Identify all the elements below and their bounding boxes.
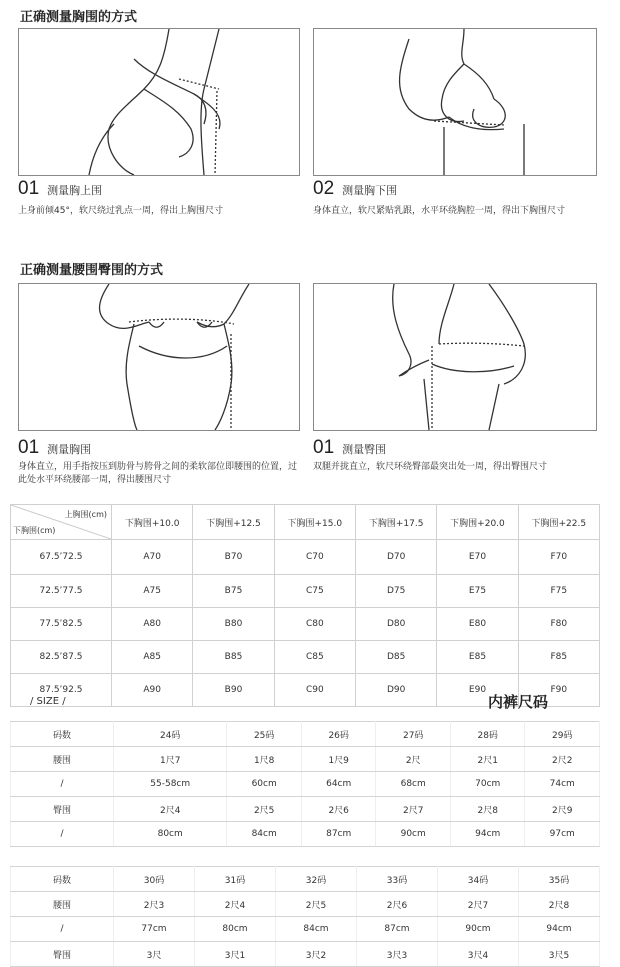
row-header-cell: 码数	[11, 867, 114, 892]
table-cell: 2尺8	[519, 892, 600, 917]
table-cell: E90	[437, 674, 518, 707]
step-number: 01	[18, 178, 40, 199]
table-cell: D70	[355, 540, 436, 575]
table-cell: E70	[437, 540, 518, 575]
table-cell: 55-58cm	[114, 772, 227, 797]
table-cell: 80cm	[195, 917, 276, 942]
row-header-cell: 臀围	[11, 942, 114, 967]
column-header: 下胸围+12.5	[193, 505, 274, 540]
table-cell: 84cm	[227, 822, 302, 847]
step-label: 测量胸下围	[342, 184, 398, 197]
table-cell: D90	[355, 674, 436, 707]
table-cell: 70cm	[450, 772, 525, 797]
row-header-cell: 码数	[11, 722, 114, 747]
table-cell: 2尺6	[301, 797, 376, 822]
bust-section-title: 正确测量胸围的方式	[20, 10, 138, 25]
table-cell: C70	[274, 540, 355, 575]
step-description: 上身前倾45°，软尺绕过乳点一周，得出上胸围尺寸	[18, 206, 223, 216]
step-label: 测量臀围	[342, 443, 387, 456]
table-cell: 3尺1	[195, 942, 276, 967]
table-cell: 1尺7	[114, 747, 227, 772]
hip-illustration	[313, 283, 597, 431]
underwear-size-table-1	[10, 721, 600, 847]
table-cell: 3尺4	[438, 942, 519, 967]
table-cell: 2尺3	[114, 892, 195, 917]
table-cell: C80	[274, 608, 355, 641]
table-row	[11, 722, 600, 747]
table-cell: 2尺8	[450, 797, 525, 822]
corner-top-label: 上胸围(cm)	[64, 510, 107, 519]
size-label: / SIZE /	[30, 696, 66, 707]
waist-section-title: 正确测量腰围臀围的方式	[20, 263, 164, 278]
table-cell: 34码	[438, 867, 519, 892]
table-cell: 3尺2	[276, 942, 357, 967]
table-cell: 2尺	[376, 747, 451, 772]
step-label: 测量胸上围	[47, 184, 103, 197]
column-header: 下胸围+15.0	[274, 505, 355, 540]
step-waist	[18, 437, 91, 459]
step-number: 02	[313, 178, 335, 199]
table-row	[11, 942, 600, 967]
underwear-size-title: 内裤尺码	[488, 693, 549, 711]
table-cell: A75	[112, 575, 193, 608]
underwear-size-table-2	[10, 866, 600, 967]
step-under-bust	[313, 178, 397, 200]
row-header-cell: 腰围	[11, 892, 114, 917]
table-row	[11, 608, 600, 641]
table-row	[11, 867, 600, 892]
step-description: 双腿并拢直立，软尺环绕臀部最突出处一周，得出臀围尺寸	[313, 462, 548, 472]
table-cell: 90cm	[376, 822, 451, 847]
row-header-cell: 腰围	[11, 747, 114, 772]
table-cell: 29码	[525, 722, 600, 747]
table-cell: 31码	[195, 867, 276, 892]
table-cell: 84cm	[276, 917, 357, 942]
row-header-cell: /	[11, 772, 114, 797]
table-cell: 2尺7	[376, 797, 451, 822]
table-cell: 90cm	[438, 917, 519, 942]
table-cell: A90	[112, 674, 193, 707]
table-cell: 2尺1	[450, 747, 525, 772]
table-cell: 80cm	[114, 822, 227, 847]
waist-illustration	[18, 283, 300, 431]
table-cell: F75	[518, 575, 599, 608]
upper-bust-illustration	[18, 28, 300, 176]
table-cell: 77cm	[114, 917, 195, 942]
table-cell: 74cm	[525, 772, 600, 797]
table-cell: 28码	[450, 722, 525, 747]
table-cell: A70	[112, 540, 193, 575]
table-cell: 2尺7	[438, 892, 519, 917]
table-cell: A80	[112, 608, 193, 641]
table-row	[11, 641, 600, 674]
table-cell: 68cm	[376, 772, 451, 797]
table-row	[11, 575, 600, 608]
table-row	[11, 747, 600, 772]
step-upper-bust	[18, 178, 102, 200]
table-cell: 24码	[114, 722, 227, 747]
table-cell: 97cm	[525, 822, 600, 847]
table-cell: E80	[437, 608, 518, 641]
table-cell: 2尺9	[525, 797, 600, 822]
row-header-cell: 臀围	[11, 797, 114, 822]
table-corner-cell	[11, 505, 112, 540]
table-cell: E85	[437, 641, 518, 674]
table-cell: 60cm	[227, 772, 302, 797]
table-cell: 87cm	[357, 917, 438, 942]
table-cell: 33码	[357, 867, 438, 892]
table-cell: F90	[518, 674, 599, 707]
table-cell: 27码	[376, 722, 451, 747]
table-cell: 2尺5	[276, 892, 357, 917]
step-number: 01	[313, 437, 335, 458]
table-cell: 2尺4	[195, 892, 276, 917]
table-cell: 1尺8	[227, 747, 302, 772]
table-row	[11, 797, 600, 822]
table-cell: C90	[274, 674, 355, 707]
row-header-cell: 67.5’72.5	[11, 540, 112, 575]
table-cell: F70	[518, 540, 599, 575]
table-cell: 3尺	[114, 942, 195, 967]
row-header-cell: 82.5’87.5	[11, 641, 112, 674]
table-row	[11, 917, 600, 942]
table-cell: 32码	[276, 867, 357, 892]
table-cell: D75	[355, 575, 436, 608]
under-bust-illustration	[313, 28, 597, 176]
table-row	[11, 822, 600, 847]
table-cell: B80	[193, 608, 274, 641]
table-header-row	[11, 505, 600, 540]
table-cell: 2尺4	[114, 797, 227, 822]
table-cell: C75	[274, 575, 355, 608]
table-cell: A85	[112, 641, 193, 674]
bra-size-table	[10, 504, 600, 707]
table-cell: 94cm	[450, 822, 525, 847]
column-header: 下胸围+10.0	[112, 505, 193, 540]
row-header-cell: 72.5’77.5	[11, 575, 112, 608]
table-cell: 2尺2	[525, 747, 600, 772]
table-cell: 35码	[519, 867, 600, 892]
table-cell: 64cm	[301, 772, 376, 797]
step-hip	[313, 437, 386, 459]
table-cell: B85	[193, 641, 274, 674]
table-row	[11, 772, 600, 797]
table-cell: D85	[355, 641, 436, 674]
table-cell: 94cm	[519, 917, 600, 942]
table-cell: 87cm	[301, 822, 376, 847]
table-cell: E75	[437, 575, 518, 608]
table-cell: 26码	[301, 722, 376, 747]
table-row	[11, 540, 600, 575]
table-row	[11, 892, 600, 917]
step-number: 01	[18, 437, 40, 458]
step-description: 身体直立，软尺紧贴乳跟，水平环绕胸腔一周，得出下胸围尺寸	[313, 206, 566, 216]
column-header: 下胸围+20.0	[437, 505, 518, 540]
table-cell: B75	[193, 575, 274, 608]
table-cell: 3尺3	[357, 942, 438, 967]
row-header-cell: /	[11, 822, 114, 847]
corner-bottom-label: 下胸围(cm)	[13, 526, 56, 535]
step-label: 测量胸围	[47, 443, 92, 456]
table-cell: D80	[355, 608, 436, 641]
table-cell: C85	[274, 641, 355, 674]
table-cell: 1尺9	[301, 747, 376, 772]
table-cell: 2尺6	[357, 892, 438, 917]
table-cell: F85	[518, 641, 599, 674]
row-header-cell: 77.5’82.5	[11, 608, 112, 641]
column-header: 下胸围+22.5	[518, 505, 599, 540]
table-cell: 3尺5	[519, 942, 600, 967]
table-cell: 30码	[114, 867, 195, 892]
table-cell: F80	[518, 608, 599, 641]
table-cell: 25码	[227, 722, 302, 747]
table-cell: 2尺5	[227, 797, 302, 822]
table-cell: B90	[193, 674, 274, 707]
column-header: 下胸围+17.5	[355, 505, 436, 540]
row-header-cell: /	[11, 917, 114, 942]
row-header-cell: 87.5’92.5	[11, 674, 112, 707]
table-cell: B70	[193, 540, 274, 575]
step-description: 身体直立，用手指按压到肋骨与胯骨之间的柔软部位即腰围的位置，过此处水平环绕腰部一周，得出腰围尺寸	[18, 462, 298, 485]
